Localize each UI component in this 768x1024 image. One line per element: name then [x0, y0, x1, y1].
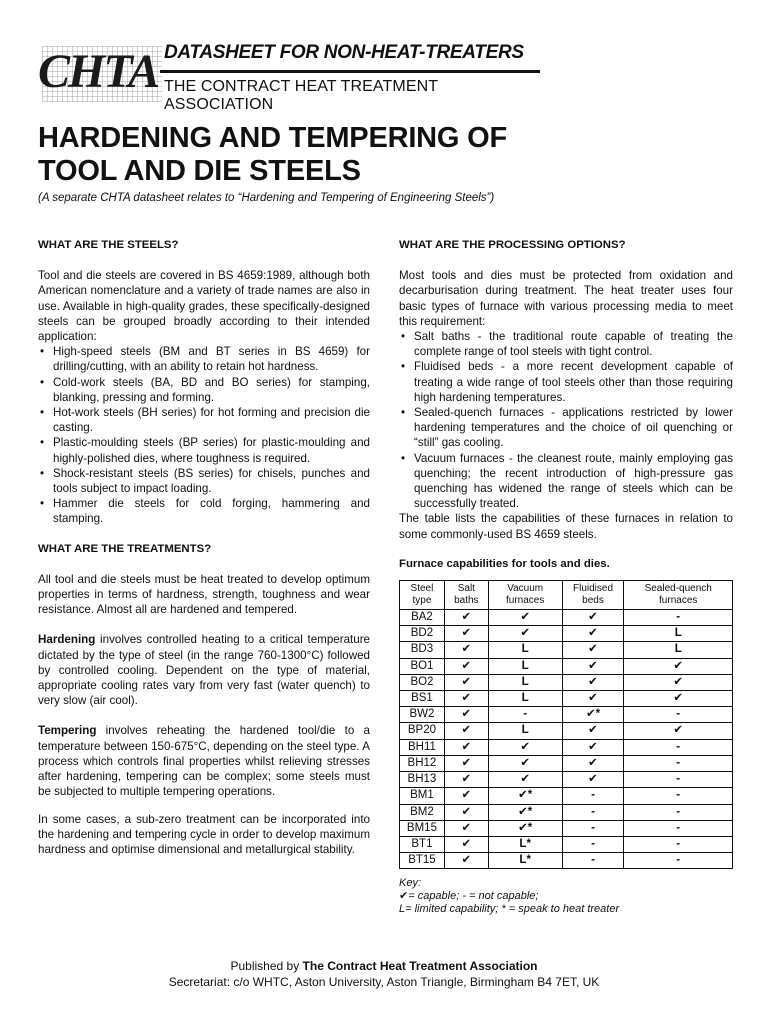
list-item: • High-speed steels (BM and BT series in BS 4659) for drilling/cutting, with an ability to retain hot hardness. — [38, 344, 370, 374]
steel-type-cell: BM15 — [400, 820, 445, 836]
table-row — [400, 610, 733, 626]
steel-type-cell: BD3 — [400, 642, 445, 658]
capability-cell: ✔* — [488, 788, 562, 804]
capability-cell: ✔ — [488, 772, 562, 788]
capability-cell: ✔ — [444, 739, 488, 755]
capability-cell: ✔ — [562, 642, 624, 658]
table-row — [400, 820, 733, 836]
secretariat-address: Secretariat: c/o WHTC, Aston University, Aston Triangle, Birmingham B4 7ET, UK — [168, 975, 600, 989]
capability-cell: ✔ — [444, 658, 488, 674]
key-label: Key: — [399, 877, 422, 890]
steel-type-cell: BO1 — [400, 658, 445, 674]
key-line-2: L= limited capability; * = speak to heat treater — [399, 903, 620, 916]
column-header: Fluidised beds — [562, 581, 624, 610]
list-item: • Sealed-quench furnaces - applications restricted by lower hardening temperatures and the choice of oil quenching or “still” gas cooling. — [399, 405, 733, 451]
paragraph-tempering — [38, 723, 370, 799]
capability-cell: - — [562, 788, 624, 804]
steel-type-cell: BA2 — [400, 610, 445, 626]
capability-cell: - — [624, 610, 733, 626]
paragraph-table-intro: The table lists the capabilities of these furnaces in relation to some commonly-used BS 4659 steels. — [399, 512, 733, 541]
table-row — [400, 836, 733, 852]
title-line-1: HARDENING AND TEMPERING OF — [38, 122, 508, 154]
list-item: • Plastic-moulding steels (BP series) for plastic-moulding and highly-polished dies, where toughness is required. — [38, 435, 370, 465]
capability-cell: L — [624, 626, 733, 642]
column-header: Salt baths — [444, 581, 488, 610]
steel-type-cell: BP20 — [400, 723, 445, 739]
table-body — [400, 610, 733, 869]
table-header-row — [400, 581, 733, 610]
table-row — [400, 755, 733, 771]
steel-type-cell: BM2 — [400, 804, 445, 820]
capability-cell: - — [624, 820, 733, 836]
capability-cell: - — [624, 788, 733, 804]
tempering-term: Tempering — [38, 724, 97, 738]
capability-cell: ✔ — [444, 788, 488, 804]
capability-cell: ✔ — [444, 836, 488, 852]
steel-type-cell: BO2 — [400, 674, 445, 690]
paragraph-steels-intro: Tool and die steels are covered in BS 4659:1989, although both American nomenclature and a variety of trade names are also in use. Available in high-quality grades, these specifically-designed steels can be grouped broadly according to their intended application: — [38, 269, 370, 344]
paragraph-processing-intro: Most tools and dies must be protected from oxidation and decarburisation during treatment. The heat treater uses four basic types of furnace with various processing media to meet this requirement: — [399, 269, 733, 328]
column-header: Sealed-quench furnaces — [624, 581, 733, 610]
paragraph-sub-zero: In some cases, a sub-zero treatment can be incorporated into the hardening and tempering cycle in order to develop maximum hardness and optimise dimensional and metallurgical stability. — [38, 812, 370, 856]
section-heading-processing: WHAT ARE THE PROCESSING OPTIONS? — [399, 239, 626, 251]
steel-type-cell: BT15 — [400, 853, 445, 869]
column-header: Steel type — [400, 581, 445, 610]
capability-cell: ✔ — [562, 691, 624, 707]
title-line-2: TOOL AND DIE STEELS — [38, 155, 361, 187]
capability-cell: ✔ — [444, 610, 488, 626]
steel-type-cell: BS1 — [400, 691, 445, 707]
published-prefix: Published by — [230, 959, 303, 973]
capability-cell: ✔ — [444, 674, 488, 690]
capability-cell: ✔ — [624, 674, 733, 690]
column-header: Vacuum furnaces — [488, 581, 562, 610]
furnace-types-list — [399, 329, 733, 511]
hardening-text: involves controlled heating to a critical temperature dictated by the type of steel (in the range 760-1300°C) followed by controlled cooling. Dependent on the type of material, appropriate cooling rates vary from very fast (water quench) to very slow (air cool). — [38, 633, 370, 708]
capability-cell: - — [562, 836, 624, 852]
table-row — [400, 691, 733, 707]
table-row — [400, 804, 733, 820]
capability-cell: - — [624, 755, 733, 771]
table-row — [400, 772, 733, 788]
capability-cell: L — [488, 658, 562, 674]
capability-cell: L — [488, 642, 562, 658]
table-row — [400, 658, 733, 674]
capability-cell: ✔ — [488, 610, 562, 626]
steel-type-cell: BW2 — [400, 707, 445, 723]
steel-type-cell: BM1 — [400, 788, 445, 804]
capability-cell: - — [624, 739, 733, 755]
capability-cell: L* — [488, 836, 562, 852]
capability-cell: ✔ — [444, 804, 488, 820]
capability-cell: ✔* — [488, 804, 562, 820]
capability-cell: - — [624, 707, 733, 723]
capability-cell: ✔ — [444, 642, 488, 658]
capability-cell: - — [488, 707, 562, 723]
capability-cell: - — [562, 820, 624, 836]
steel-types-list — [38, 344, 370, 526]
table-row — [400, 723, 733, 739]
capability-cell: ✔ — [444, 772, 488, 788]
list-item: • Shock-resistant steels (BS series) for chisels, punches and tools subject to impact loading. — [38, 466, 370, 496]
capability-cell: ✔ — [444, 691, 488, 707]
paragraph-hardening — [38, 632, 370, 708]
capability-cell: ✔ — [488, 755, 562, 771]
section-heading-steels: WHAT ARE THE STEELS? — [38, 239, 179, 251]
steel-type-cell: BH12 — [400, 755, 445, 771]
tempering-text: involves reheating the hardened tool/die to a temperature between 150-675°C, depending on the steel type. A process which controls final properties whilst relieving stresses after hardening, tempering can be complex; some steels must be subjected to multiple tempering operations. — [38, 724, 370, 799]
furnace-capabilities-table — [399, 580, 733, 869]
table-row — [400, 739, 733, 755]
capability-cell: ✔* — [488, 820, 562, 836]
table-key — [399, 877, 733, 916]
capability-cell: ✔ — [624, 691, 733, 707]
capability-cell: ✔ — [624, 658, 733, 674]
datasheet-title: DATASHEET FOR NON-HEAT-TREATERS — [164, 42, 524, 63]
capability-cell: ✔ — [444, 853, 488, 869]
capability-cell: ✔ — [562, 755, 624, 771]
page-title — [38, 122, 507, 188]
footer — [0, 958, 768, 990]
subtitle: (A separate CHTA datasheet relates to “Hardening and Tempering of Engineering Steels”) — [38, 192, 495, 204]
key-line-1: ✔= capable; - = not capable; — [399, 890, 539, 903]
right-column — [399, 238, 733, 916]
list-item: • Hammer die steels for cold forging, hammering and stamping. — [38, 496, 370, 526]
table-row — [400, 642, 733, 658]
capability-cell: L — [488, 674, 562, 690]
table-title: Furnace capabilities for tools and dies. — [399, 557, 610, 570]
capability-cell: ✔ — [562, 658, 624, 674]
section-heading-treatments: WHAT ARE THE TREATMENTS? — [38, 542, 212, 555]
capability-cell: - — [624, 804, 733, 820]
table-row — [400, 707, 733, 723]
capability-cell: ✔ — [444, 755, 488, 771]
list-item: • Salt baths - the traditional route capable of treating the complete range of tool steels with tight control. — [399, 329, 733, 359]
capability-cell: - — [562, 853, 624, 869]
capability-cell: ✔* — [562, 707, 624, 723]
steel-type-cell: BT1 — [400, 836, 445, 852]
capability-cell: L — [488, 691, 562, 707]
list-item: • Vacuum furnaces - the cleanest route, mainly employing gas quenching; the recent introduction of high-pressure gas quenching has widened the range of steels which can be successfully treated. — [399, 451, 733, 512]
capability-cell: ✔ — [562, 674, 624, 690]
table-row — [400, 626, 733, 642]
capability-cell: ✔ — [562, 626, 624, 642]
published-org: The Contract Heat Treatment Association — [302, 959, 538, 973]
table-row — [400, 788, 733, 804]
published-by — [0, 958, 768, 974]
capability-cell: ✔ — [488, 626, 562, 642]
capability-cell: ✔ — [562, 772, 624, 788]
capability-cell: - — [562, 804, 624, 820]
hardening-term: Hardening — [38, 633, 96, 647]
capability-cell: ✔ — [444, 626, 488, 642]
steel-type-cell: BH13 — [400, 772, 445, 788]
capability-cell: ✔ — [488, 739, 562, 755]
capability-cell: L — [488, 723, 562, 739]
capability-cell: ✔ — [562, 610, 624, 626]
table-row — [400, 674, 733, 690]
list-item: • Fluidised beds - a more recent development capable of treating a wide range of tool steels other than those requiring high hardening temperatures. — [399, 359, 733, 405]
chta-logo — [34, 44, 164, 102]
left-column — [38, 238, 370, 857]
capability-cell: ✔ — [562, 723, 624, 739]
capability-cell: ✔ — [562, 739, 624, 755]
paragraph-treatments: All tool and die steels must be heat treated to develop optimum properties in terms of hardness, strength, toughness and wear resistance. Almost all are hardened and tempered. — [38, 572, 370, 617]
header-rule — [160, 70, 540, 73]
association-name: THE CONTRACT HEAT TREATMENT ASSOCIATION — [164, 78, 438, 113]
capability-cell: - — [624, 772, 733, 788]
capability-cell: ✔ — [624, 723, 733, 739]
list-item: • Cold-work steels (BA, BD and BO series) for stamping, blanking, pressing and forming. — [38, 375, 370, 405]
list-item: • Hot-work steels (BH series) for hot forming and precision die casting. — [38, 405, 370, 435]
capability-cell: ✔ — [444, 723, 488, 739]
logo-text: CHTA — [38, 45, 159, 98]
capability-cell: L* — [488, 853, 562, 869]
capability-cell: ✔ — [444, 820, 488, 836]
capability-cell: ✔ — [444, 707, 488, 723]
steel-type-cell: BH11 — [400, 739, 445, 755]
table-row — [400, 853, 733, 869]
capability-cell: - — [624, 853, 733, 869]
capability-cell: - — [624, 836, 733, 852]
header — [34, 38, 544, 113]
steel-type-cell: BD2 — [400, 626, 445, 642]
capability-cell: L — [624, 642, 733, 658]
